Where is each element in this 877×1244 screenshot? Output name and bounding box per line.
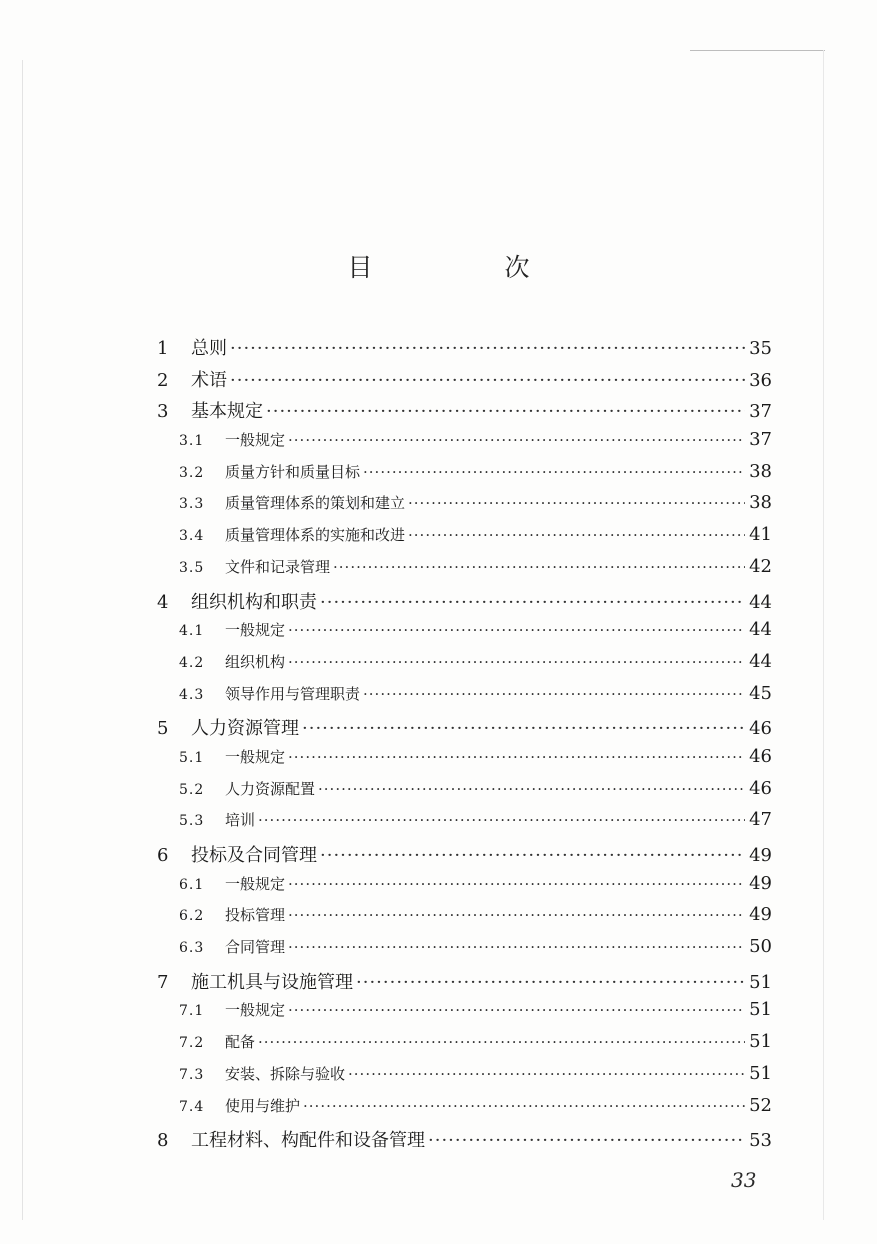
toc-entry-label: 一般规定 [225, 747, 286, 766]
page-number: 33 [731, 1168, 757, 1192]
dot-leader [230, 370, 745, 391]
toc-section-entry[interactable] [155, 651, 772, 683]
dot-leader [428, 1130, 745, 1151]
toc-entry-label: 配备 [225, 1033, 256, 1052]
toc-entry-number: 7.3 [179, 1066, 205, 1083]
toc-entry-page: 42 [749, 555, 772, 577]
page-edge-left [22, 60, 23, 1220]
toc-section-entry[interactable] [155, 873, 772, 905]
toc-entry-label: 安装、拆除与验收 [225, 1064, 346, 1083]
toc-section-entry[interactable] [155, 1031, 772, 1063]
dot-leader [318, 780, 745, 798]
dot-leader [303, 1097, 745, 1115]
toc-entry-number: 3 [157, 401, 169, 423]
dot-leader [333, 558, 745, 576]
toc-entry-page: 46 [749, 777, 772, 799]
toc-section-entry[interactable] [155, 936, 772, 968]
toc-entry-number: 6 [157, 845, 169, 866]
toc-chapter-entry[interactable] [155, 588, 772, 620]
toc-entry-label: 使用与维护 [225, 1096, 301, 1115]
dot-leader [258, 811, 745, 829]
dot-leader [288, 875, 745, 893]
toc-entry-page: 46 [749, 718, 772, 740]
table-of-contents [155, 334, 772, 1158]
toc-section-entry[interactable] [155, 1095, 772, 1127]
dot-leader [230, 338, 745, 359]
toc-entry-number: 4.2 [179, 654, 205, 671]
dot-leader [320, 845, 745, 866]
toc-entry-number: 1 [157, 338, 169, 359]
toc-chapter-entry[interactable] [155, 1126, 772, 1158]
toc-section-entry[interactable] [155, 524, 772, 556]
toc-entry-label: 质量管理体系的实施和改进 [225, 526, 406, 545]
toc-section-entry[interactable] [155, 556, 772, 588]
toc-chapter-entry[interactable] [155, 366, 772, 398]
dot-leader [258, 1033, 745, 1051]
dot-leader [288, 431, 745, 449]
toc-section-entry[interactable] [155, 492, 772, 524]
toc-entry-number: 7.4 [179, 1098, 205, 1115]
toc-entry-page: 41 [749, 524, 772, 546]
toc-entry-page: 49 [749, 872, 772, 894]
toc-section-entry[interactable] [155, 683, 772, 715]
toc-entry-label: 质量方针和质量目标 [225, 462, 361, 481]
toc-entry-label: 工程材料、构配件和设备管理 [191, 1130, 425, 1152]
dot-leader [288, 1001, 745, 1019]
toc-entry-number: 3.2 [179, 464, 205, 481]
toc-entry-number: 4.3 [179, 686, 205, 703]
dot-leader [408, 526, 745, 544]
dot-leader [363, 463, 745, 481]
toc-entry-label: 基本规定 [191, 401, 263, 423]
toc-entry-label: 总则 [191, 338, 227, 359]
dot-leader [408, 494, 745, 512]
toc-entry-label: 合同管理 [225, 938, 286, 957]
toc-entry-label: 术语 [191, 369, 227, 391]
toc-chapter-entry[interactable] [155, 841, 772, 873]
toc-section-entry[interactable] [155, 904, 772, 936]
toc-section-entry[interactable] [155, 999, 772, 1031]
toc-entry-label: 投标管理 [225, 906, 286, 925]
toc-section-entry[interactable] [155, 429, 772, 461]
toc-entry-label: 施工机具与设施管理 [191, 971, 353, 993]
toc-entry-number: 6.2 [179, 908, 205, 925]
toc-entry-label: 组织机构 [225, 652, 286, 671]
toc-entry-number: 3.5 [179, 559, 205, 576]
toc-section-entry[interactable] [155, 461, 772, 493]
toc-chapter-entry[interactable] [155, 397, 772, 429]
toc-entry-label: 领导作用与管理职责 [225, 684, 361, 703]
toc-entry-page: 50 [749, 936, 772, 958]
toc-entry-page: 44 [749, 619, 772, 641]
dot-leader [288, 621, 745, 639]
toc-section-entry[interactable] [155, 809, 772, 841]
toc-entry-number: 7 [157, 971, 169, 993]
toc-entry-page: 37 [749, 429, 772, 451]
toc-entry-number: 5.3 [179, 813, 205, 830]
toc-entry-page: 37 [749, 401, 772, 423]
toc-entry-number: 8 [157, 1130, 169, 1152]
toc-entry-page: 36 [749, 369, 772, 391]
toc-section-entry[interactable] [155, 778, 772, 810]
toc-entry-label: 一般规定 [225, 1001, 286, 1020]
toc-chapter-entry[interactable] [155, 714, 772, 746]
toc-entry-number: 5 [157, 718, 169, 740]
toc-entry-page: 52 [749, 1094, 772, 1116]
toc-entry-page: 38 [749, 492, 772, 514]
toc-section-entry[interactable] [155, 1063, 772, 1095]
toc-entry-page: 47 [749, 809, 772, 831]
toc-entry-number: 4.1 [179, 623, 205, 640]
toc-entry-page: 35 [749, 338, 772, 359]
toc-entry-page: 51 [749, 1031, 772, 1053]
toc-entry-page: 49 [749, 845, 772, 866]
toc-entry-number: 7.2 [179, 1035, 205, 1052]
toc-section-entry[interactable] [155, 746, 772, 778]
toc-chapter-entry[interactable] [155, 968, 772, 1000]
toc-entry-page: 51 [749, 1062, 772, 1084]
toc-entry-label: 一般规定 [225, 874, 286, 893]
toc-entry-number: 7.1 [179, 1003, 205, 1020]
toc-entry-label: 人力资源配置 [225, 779, 316, 798]
dot-leader [302, 718, 745, 739]
toc-entry-number: 3.1 [179, 433, 205, 450]
dot-leader [320, 592, 745, 613]
toc-entry-number: 5.2 [179, 781, 205, 798]
toc-entry-page: 38 [749, 460, 772, 482]
toc-entry-number: 6.3 [179, 940, 205, 957]
toc-entry-number: 3.3 [179, 496, 205, 513]
toc-entry-label: 质量管理体系的策划和建立 [225, 494, 406, 513]
toc-entry-label: 培训 [225, 811, 256, 830]
dot-leader [356, 972, 745, 993]
toc-entry-number: 3.4 [179, 528, 205, 545]
toc-section-entry[interactable] [155, 619, 772, 651]
toc-entry-page: 49 [749, 904, 772, 926]
toc-entry-page: 44 [749, 650, 772, 672]
toc-entry-number: 2 [157, 369, 169, 391]
dot-leader [288, 653, 745, 671]
toc-entry-label: 投标及合同管理 [191, 845, 317, 866]
toc-entry-number: 6.1 [179, 876, 205, 893]
toc-entry-label: 一般规定 [225, 621, 286, 640]
toc-title: 目 次 [347, 253, 592, 282]
toc-entry-label: 文件和记录管理 [225, 557, 331, 576]
dot-leader [348, 1065, 745, 1083]
toc-entry-page: 45 [749, 682, 772, 704]
dot-leader [288, 748, 745, 766]
toc-entry-page: 53 [749, 1130, 772, 1152]
dot-leader [266, 401, 745, 422]
page-edge-top [690, 50, 825, 51]
toc-entry-label: 人力资源管理 [191, 718, 299, 740]
toc-entry-label: 组织机构和职责 [191, 591, 317, 613]
toc-entry-page: 44 [749, 591, 772, 613]
toc-entry-number: 5.1 [179, 749, 205, 766]
toc-entry-page: 51 [749, 971, 772, 993]
toc-entry-page: 51 [749, 999, 772, 1021]
toc-entry-label: 一般规定 [225, 431, 286, 450]
toc-entry-number: 4 [157, 591, 169, 613]
page-edge-right [823, 50, 824, 1220]
toc-chapter-entry[interactable] [155, 334, 772, 366]
toc-entry-page: 46 [749, 745, 772, 767]
dot-leader [288, 938, 745, 956]
dot-leader [363, 685, 745, 703]
dot-leader [288, 906, 745, 924]
